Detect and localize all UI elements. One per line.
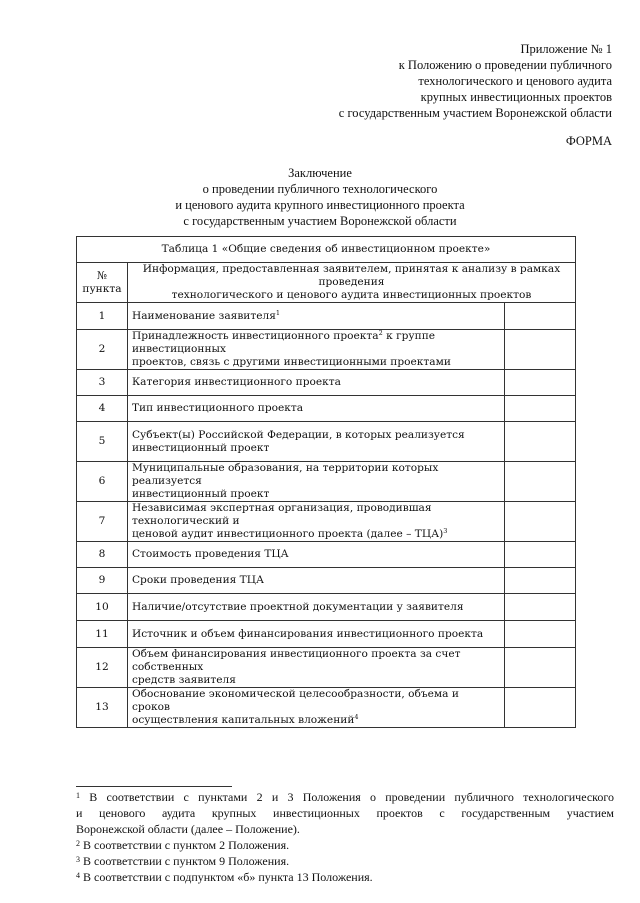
document-title	[0, 165, 640, 229]
row-value-cell	[505, 502, 576, 542]
appendix-line: технологического и ценового аудита	[418, 74, 612, 88]
row-number: 3	[77, 370, 128, 396]
row-number: 2	[77, 330, 128, 370]
row-value-cell	[505, 422, 576, 462]
row-label: Наименование заявителя$^1$	[127, 303, 504, 330]
row-number: 9	[77, 568, 128, 594]
table-caption: Таблица 1 «Общие сведения об инвестиционном проекте»	[77, 237, 576, 263]
general-info-table	[76, 236, 576, 728]
row-value-cell	[505, 621, 576, 648]
title-line: с государственным участием Воронежской области	[183, 214, 457, 228]
row-value-cell	[505, 330, 576, 370]
row-label: Обоснование экономической целесообразности, объема и сроков осуществления капитальных вложений$^4$	[127, 688, 504, 728]
footnote-mark: 3	[76, 855, 80, 864]
row-value-cell	[505, 396, 576, 422]
footnote-text: В соответствии с пунктами 2 и 3 Положения о проведении публичного технологического	[89, 790, 615, 804]
row-value-cell	[505, 568, 576, 594]
row-number: 5	[77, 422, 128, 462]
row-value-cell	[505, 648, 576, 688]
footnote-3	[76, 853, 614, 869]
footnotes	[76, 789, 614, 885]
row-number: 8	[77, 542, 128, 568]
table-header-row	[77, 263, 576, 303]
footnote-2	[76, 837, 614, 853]
header-info-line: технологического и ценового аудита инвестиционных проектов	[171, 289, 532, 301]
row-value-cell	[505, 594, 576, 621]
appendix-line: крупных инвестиционных проектов	[420, 90, 612, 104]
header-item-number	[77, 263, 128, 303]
title-line: и ценового аудита крупного инвестиционного проекта	[175, 198, 465, 212]
table-row	[77, 370, 576, 396]
row-value-cell	[505, 688, 576, 728]
footnote-text: В соответствии с пунктом 9 Положения.	[83, 854, 290, 868]
row-label: Независимая экспертная организация, проводившая технологический и ценовой аудит инвестиционного проекта (далее – ТЦА)$^3$	[127, 502, 504, 542]
row-label: Принадлежность инвестиционного проекта$^2$ к группе инвестиционных проектов, связь с другими инвестиционными проектами	[127, 330, 504, 370]
form-label: ФОРМА	[565, 134, 612, 148]
table-row	[77, 594, 576, 621]
appendix-line: с государственным участием Воронежской области	[338, 106, 612, 120]
row-label: Стоимость проведения ТЦА	[127, 542, 504, 568]
table-row	[77, 462, 576, 502]
title-line: о проведении публичного технологического	[202, 182, 438, 196]
table-row	[77, 542, 576, 568]
row-value-cell	[505, 462, 576, 502]
row-label: Наличие/отсутствие проектной документации у заявителя	[127, 594, 504, 621]
row-number: 7	[77, 502, 128, 542]
title-line: Заключение	[288, 166, 352, 180]
row-label: Тип инвестиционного проекта	[127, 396, 504, 422]
table-row	[77, 502, 576, 542]
row-label: Категория инвестиционного проекта	[127, 370, 504, 396]
row-number: 6	[77, 462, 128, 502]
table-row	[77, 422, 576, 462]
row-label: Муниципальные образования, на территории которых реализуется инвестиционный проект	[127, 462, 504, 502]
footnote-text: В соответствии с пунктом 2 Положения.	[83, 838, 290, 852]
table-row	[77, 648, 576, 688]
footnote-ref: 3	[443, 527, 448, 535]
header-num-line: №	[96, 269, 107, 282]
footnote-ref: 1	[275, 308, 281, 317]
row-label: Субъект(ы) Российской Федерации, в которых реализуется инвестиционный проект	[127, 422, 504, 462]
footnote-mark: 2	[76, 839, 80, 848]
row-label: Источник и объем финансирования инвестиционного проекта	[127, 621, 504, 648]
table-body	[77, 303, 576, 728]
table-row	[77, 568, 576, 594]
header-info	[127, 263, 575, 303]
row-number: 12	[77, 648, 128, 688]
header-num-line: пункта	[82, 282, 122, 295]
row-value-cell	[505, 542, 576, 568]
footnote-text: Воронежской области (далее – Положение).	[76, 822, 300, 836]
footnote-mark: 4	[76, 871, 80, 880]
appendix-heading	[282, 41, 612, 121]
table-caption-row	[77, 237, 576, 263]
footnote-ref: 4	[354, 713, 359, 721]
footnote-1	[76, 789, 614, 837]
table-row	[77, 396, 576, 422]
row-number: 13	[77, 688, 128, 728]
row-value-cell	[505, 370, 576, 396]
row-number: 11	[77, 621, 128, 648]
row-value-cell	[505, 303, 576, 330]
footnote-4	[76, 869, 614, 885]
header-info-line: Информация, предоставленная заявителем, принятая к анализу в рамках проведения	[142, 263, 561, 288]
footnote-text: и ценового аудита крупных инвестиционных проектов с государственным участием	[76, 806, 614, 820]
row-number: 4	[77, 396, 128, 422]
footnote-ref: 2	[378, 329, 383, 337]
footnote-separator	[76, 786, 232, 787]
table-row	[77, 330, 576, 370]
row-number: 10	[77, 594, 128, 621]
appendix-line: Приложение № 1	[520, 42, 612, 56]
appendix-line: к Положению о проведении публичного	[398, 58, 612, 72]
footnote-mark: 1	[76, 791, 80, 800]
row-label: Сроки проведения ТЦА	[127, 568, 504, 594]
row-number: 1	[77, 303, 128, 330]
table-row	[77, 303, 576, 330]
row-label: Объем финансирования инвестиционного проекта за счет собственных средств заявителя	[127, 648, 504, 688]
footnote-text: В соответствии с подпунктом «б» пункта 13 Положения.	[83, 870, 373, 884]
table-row	[77, 621, 576, 648]
table-row	[77, 688, 576, 728]
